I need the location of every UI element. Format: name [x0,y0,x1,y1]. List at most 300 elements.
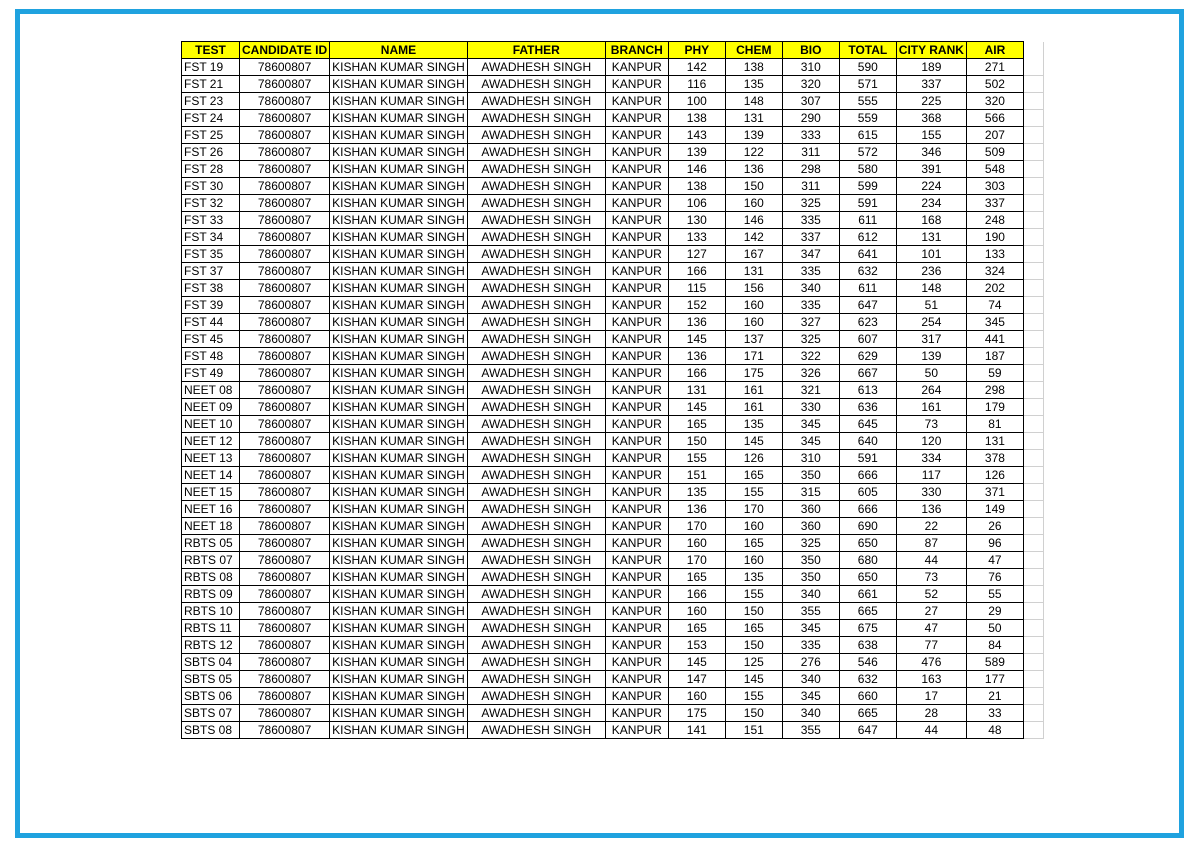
chem-cell: 165 [725,535,782,552]
candidate-id-cell: 78600807 [240,178,330,195]
father-cell: AWADHESH SINGH [467,263,605,280]
bio-cell: 320 [782,76,839,93]
air-cell: 271 [966,59,1023,76]
phy-cell: 106 [668,195,725,212]
bio-cell: 325 [782,535,839,552]
table-row [182,76,1044,93]
table-header-row [182,42,1044,59]
total-cell: 641 [839,246,896,263]
test-cell: FST 28 [182,161,240,178]
empty-grid-cell [1023,229,1043,246]
total-cell: 580 [839,161,896,178]
name-cell: KISHAN KUMAR SINGH [330,433,468,450]
header-candidate-id: CANDIDATE ID [240,42,330,59]
name-cell: KISHAN KUMAR SINGH [330,569,468,586]
name-cell: KISHAN KUMAR SINGH [330,161,468,178]
candidate-id-cell: 78600807 [240,603,330,620]
chem-cell: 156 [725,280,782,297]
table-row [182,280,1044,297]
total-cell: 667 [839,365,896,382]
table-row [182,637,1044,654]
air-cell: 337 [966,195,1023,212]
branch-cell: KANPUR [605,280,668,297]
bio-cell: 307 [782,93,839,110]
candidate-id-cell: 78600807 [240,263,330,280]
bio-cell: 350 [782,552,839,569]
total-cell: 629 [839,348,896,365]
test-cell: FST 39 [182,297,240,314]
empty-grid-cell [1023,348,1043,365]
test-cell: RBTS 09 [182,586,240,603]
total-cell: 607 [839,331,896,348]
father-cell: AWADHESH SINGH [467,637,605,654]
test-cell: FST 26 [182,144,240,161]
bio-cell: 330 [782,399,839,416]
candidate-id-cell: 78600807 [240,433,330,450]
test-cell: RBTS 07 [182,552,240,569]
total-cell: 636 [839,399,896,416]
phy-cell: 160 [668,535,725,552]
father-cell: AWADHESH SINGH [467,365,605,382]
candidate-id-cell: 78600807 [240,110,330,127]
total-cell: 632 [839,671,896,688]
city-rank-cell: 155 [896,127,966,144]
father-cell: AWADHESH SINGH [467,161,605,178]
air-cell: 96 [966,535,1023,552]
father-cell: AWADHESH SINGH [467,246,605,263]
name-cell: KISHAN KUMAR SINGH [330,110,468,127]
candidate-id-cell: 78600807 [240,688,330,705]
branch-cell: KANPUR [605,654,668,671]
father-cell: AWADHESH SINGH [467,280,605,297]
city-rank-cell: 73 [896,569,966,586]
table-row [182,586,1044,603]
empty-grid-cell [1023,59,1043,76]
father-cell: AWADHESH SINGH [467,518,605,535]
father-cell: AWADHESH SINGH [467,535,605,552]
candidate-id-cell: 78600807 [240,569,330,586]
air-cell: 48 [966,722,1023,739]
header-father: FATHER [467,42,605,59]
header-test: TEST [182,42,240,59]
empty-grid-cell [1023,722,1043,739]
total-cell: 660 [839,688,896,705]
chem-cell: 160 [725,518,782,535]
father-cell: AWADHESH SINGH [467,382,605,399]
city-rank-cell: 234 [896,195,966,212]
phy-cell: 146 [668,161,725,178]
total-cell: 612 [839,229,896,246]
name-cell: KISHAN KUMAR SINGH [330,195,468,212]
chem-cell: 142 [725,229,782,246]
city-rank-cell: 101 [896,246,966,263]
branch-cell: KANPUR [605,450,668,467]
table-row [182,331,1044,348]
air-cell: 131 [966,433,1023,450]
candidate-id-cell: 78600807 [240,127,330,144]
air-cell: 303 [966,178,1023,195]
table-row [182,127,1044,144]
branch-cell: KANPUR [605,212,668,229]
total-cell: 680 [839,552,896,569]
chem-cell: 160 [725,552,782,569]
name-cell: KISHAN KUMAR SINGH [330,535,468,552]
city-rank-cell: 264 [896,382,966,399]
table-row [182,212,1044,229]
test-cell: FST 35 [182,246,240,263]
branch-cell: KANPUR [605,127,668,144]
branch-cell: KANPUR [605,297,668,314]
test-cell: FST 34 [182,229,240,246]
name-cell: KISHAN KUMAR SINGH [330,127,468,144]
table-body [182,59,1044,739]
bio-cell: 290 [782,110,839,127]
father-cell: AWADHESH SINGH [467,620,605,637]
candidate-id-cell: 78600807 [240,280,330,297]
branch-cell: KANPUR [605,76,668,93]
city-rank-cell: 52 [896,586,966,603]
header-total: TOTAL [839,42,896,59]
city-rank-cell: 368 [896,110,966,127]
air-cell: 371 [966,484,1023,501]
chem-cell: 171 [725,348,782,365]
name-cell: KISHAN KUMAR SINGH [330,688,468,705]
bio-cell: 340 [782,671,839,688]
test-cell: SBTS 05 [182,671,240,688]
phy-cell: 155 [668,450,725,467]
empty-grid-cell [1023,637,1043,654]
bio-cell: 340 [782,280,839,297]
test-cell: FST 37 [182,263,240,280]
branch-cell: KANPUR [605,144,668,161]
table-row [182,671,1044,688]
name-cell: KISHAN KUMAR SINGH [330,93,468,110]
air-cell: 50 [966,620,1023,637]
chem-cell: 138 [725,59,782,76]
chem-cell: 150 [725,178,782,195]
bio-cell: 337 [782,229,839,246]
name-cell: KISHAN KUMAR SINGH [330,552,468,569]
father-cell: AWADHESH SINGH [467,178,605,195]
test-cell: NEET 16 [182,501,240,518]
branch-cell: KANPUR [605,671,668,688]
total-cell: 613 [839,382,896,399]
total-cell: 611 [839,280,896,297]
empty-grid-cell [1023,484,1043,501]
branch-cell: KANPUR [605,535,668,552]
name-cell: KISHAN KUMAR SINGH [330,280,468,297]
city-rank-cell: 87 [896,535,966,552]
city-rank-cell: 27 [896,603,966,620]
total-cell: 640 [839,433,896,450]
table-row [182,195,1044,212]
candidate-id-cell: 78600807 [240,212,330,229]
father-cell: AWADHESH SINGH [467,59,605,76]
test-cell: FST 30 [182,178,240,195]
empty-grid-cell [1023,195,1043,212]
test-cell: FST 21 [182,76,240,93]
empty-grid-cell [1023,620,1043,637]
header-air: AIR [966,42,1023,59]
name-cell: KISHAN KUMAR SINGH [330,212,468,229]
candidate-id-cell: 78600807 [240,297,330,314]
table-row [182,569,1044,586]
empty-grid-cell [1023,586,1043,603]
table-row [182,705,1044,722]
bio-cell: 355 [782,722,839,739]
phy-cell: 152 [668,297,725,314]
chem-cell: 175 [725,365,782,382]
bio-cell: 276 [782,654,839,671]
air-cell: 298 [966,382,1023,399]
bio-cell: 335 [782,212,839,229]
test-cell: NEET 13 [182,450,240,467]
father-cell: AWADHESH SINGH [467,484,605,501]
branch-cell: KANPUR [605,569,668,586]
city-rank-cell: 117 [896,467,966,484]
total-cell: 666 [839,501,896,518]
empty-grid-cell [1023,110,1043,127]
total-cell: 605 [839,484,896,501]
table-row [182,722,1044,739]
header-chem: CHEM [725,42,782,59]
chem-cell: 122 [725,144,782,161]
candidate-id-cell: 78600807 [240,535,330,552]
name-cell: KISHAN KUMAR SINGH [330,348,468,365]
city-rank-cell: 225 [896,93,966,110]
total-cell: 572 [839,144,896,161]
phy-cell: 138 [668,178,725,195]
name-cell: KISHAN KUMAR SINGH [330,484,468,501]
chem-cell: 137 [725,331,782,348]
branch-cell: KANPUR [605,518,668,535]
city-rank-cell: 50 [896,365,966,382]
chem-cell: 165 [725,467,782,484]
father-cell: AWADHESH SINGH [467,348,605,365]
total-cell: 645 [839,416,896,433]
candidate-id-cell: 78600807 [240,654,330,671]
name-cell: KISHAN KUMAR SINGH [330,365,468,382]
city-rank-cell: 44 [896,722,966,739]
empty-grid-cell [1023,93,1043,110]
name-cell: KISHAN KUMAR SINGH [330,178,468,195]
test-cell: FST 33 [182,212,240,229]
test-cell: FST 49 [182,365,240,382]
empty-grid-cell [1023,365,1043,382]
father-cell: AWADHESH SINGH [467,212,605,229]
empty-grid-cell [1023,331,1043,348]
candidate-id-cell: 78600807 [240,399,330,416]
empty-grid-cell [1023,569,1043,586]
air-cell: 179 [966,399,1023,416]
air-cell: 548 [966,161,1023,178]
phy-cell: 160 [668,603,725,620]
empty-grid-cell [1023,654,1043,671]
city-rank-cell: 476 [896,654,966,671]
phy-cell: 165 [668,416,725,433]
phy-cell: 139 [668,144,725,161]
total-cell: 647 [839,297,896,314]
bio-cell: 335 [782,297,839,314]
chem-cell: 126 [725,450,782,467]
air-cell: 345 [966,314,1023,331]
phy-cell: 145 [668,331,725,348]
empty-grid-cell [1023,467,1043,484]
empty-grid-cell [1023,416,1043,433]
branch-cell: KANPUR [605,365,668,382]
city-rank-cell: 168 [896,212,966,229]
air-cell: 47 [966,552,1023,569]
branch-cell: KANPUR [605,246,668,263]
name-cell: KISHAN KUMAR SINGH [330,705,468,722]
table-row [182,654,1044,671]
phy-cell: 153 [668,637,725,654]
phy-cell: 170 [668,552,725,569]
father-cell: AWADHESH SINGH [467,297,605,314]
test-cell: FST 45 [182,331,240,348]
city-rank-cell: 73 [896,416,966,433]
table-row [182,382,1044,399]
father-cell: AWADHESH SINGH [467,569,605,586]
air-cell: 320 [966,93,1023,110]
bio-cell: 335 [782,637,839,654]
father-cell: AWADHESH SINGH [467,552,605,569]
table-row [182,59,1044,76]
table-row [182,365,1044,382]
table-row [182,620,1044,637]
name-cell: KISHAN KUMAR SINGH [330,518,468,535]
branch-cell: KANPUR [605,195,668,212]
table-row [182,297,1044,314]
test-cell: NEET 14 [182,467,240,484]
chem-cell: 135 [725,76,782,93]
empty-grid-cell [1023,399,1043,416]
table-row [182,229,1044,246]
table-row [182,161,1044,178]
test-cell: RBTS 05 [182,535,240,552]
father-cell: AWADHESH SINGH [467,450,605,467]
total-cell: 599 [839,178,896,195]
city-rank-cell: 139 [896,348,966,365]
total-cell: 611 [839,212,896,229]
candidate-id-cell: 78600807 [240,161,330,178]
bio-cell: 345 [782,688,839,705]
candidate-id-cell: 78600807 [240,671,330,688]
candidate-id-cell: 78600807 [240,195,330,212]
candidate-id-cell: 78600807 [240,59,330,76]
branch-cell: KANPUR [605,705,668,722]
empty-grid-cell [1023,518,1043,535]
chem-cell: 136 [725,161,782,178]
chem-cell: 151 [725,722,782,739]
bio-cell: 326 [782,365,839,382]
air-cell: 502 [966,76,1023,93]
empty-grid-cell [1023,450,1043,467]
test-cell: FST 32 [182,195,240,212]
air-cell: 21 [966,688,1023,705]
phy-cell: 151 [668,467,725,484]
name-cell: KISHAN KUMAR SINGH [330,263,468,280]
table-row [182,416,1044,433]
father-cell: AWADHESH SINGH [467,314,605,331]
bio-cell: 311 [782,178,839,195]
city-rank-cell: 131 [896,229,966,246]
phy-cell: 141 [668,722,725,739]
total-cell: 555 [839,93,896,110]
candidate-id-cell: 78600807 [240,637,330,654]
empty-grid-cell [1023,314,1043,331]
father-cell: AWADHESH SINGH [467,586,605,603]
empty-grid-cell [1023,42,1043,59]
name-cell: KISHAN KUMAR SINGH [330,654,468,671]
air-cell: 324 [966,263,1023,280]
total-cell: 623 [839,314,896,331]
air-cell: 378 [966,450,1023,467]
test-cell: NEET 12 [182,433,240,450]
name-cell: KISHAN KUMAR SINGH [330,246,468,263]
table-row [182,144,1044,161]
branch-cell: KANPUR [605,314,668,331]
city-rank-cell: 17 [896,688,966,705]
phy-cell: 100 [668,93,725,110]
phy-cell: 166 [668,365,725,382]
city-rank-cell: 120 [896,433,966,450]
header-phy: PHY [668,42,725,59]
phy-cell: 175 [668,705,725,722]
total-cell: 615 [839,127,896,144]
father-cell: AWADHESH SINGH [467,501,605,518]
table-row [182,484,1044,501]
chem-cell: 145 [725,671,782,688]
phy-cell: 143 [668,127,725,144]
air-cell: 177 [966,671,1023,688]
total-cell: 675 [839,620,896,637]
air-cell: 441 [966,331,1023,348]
city-rank-cell: 334 [896,450,966,467]
empty-grid-cell [1023,144,1043,161]
phy-cell: 116 [668,76,725,93]
chem-cell: 131 [725,263,782,280]
branch-cell: KANPUR [605,722,668,739]
total-cell: 638 [839,637,896,654]
empty-grid-cell [1023,178,1043,195]
table-row [182,110,1044,127]
air-cell: 207 [966,127,1023,144]
bio-cell: 340 [782,586,839,603]
phy-cell: 145 [668,654,725,671]
chem-cell: 160 [725,314,782,331]
chem-cell: 160 [725,297,782,314]
total-cell: 571 [839,76,896,93]
header-name: NAME [330,42,468,59]
branch-cell: KANPUR [605,110,668,127]
chem-cell: 139 [725,127,782,144]
chem-cell: 131 [725,110,782,127]
test-cell: RBTS 10 [182,603,240,620]
bio-cell: 360 [782,501,839,518]
chem-cell: 160 [725,195,782,212]
test-cell: SBTS 08 [182,722,240,739]
city-rank-cell: 330 [896,484,966,501]
table-row [182,450,1044,467]
city-rank-cell: 28 [896,705,966,722]
table-row [182,93,1044,110]
city-rank-cell: 236 [896,263,966,280]
chem-cell: 155 [725,586,782,603]
empty-grid-cell [1023,501,1043,518]
air-cell: 133 [966,246,1023,263]
total-cell: 632 [839,263,896,280]
